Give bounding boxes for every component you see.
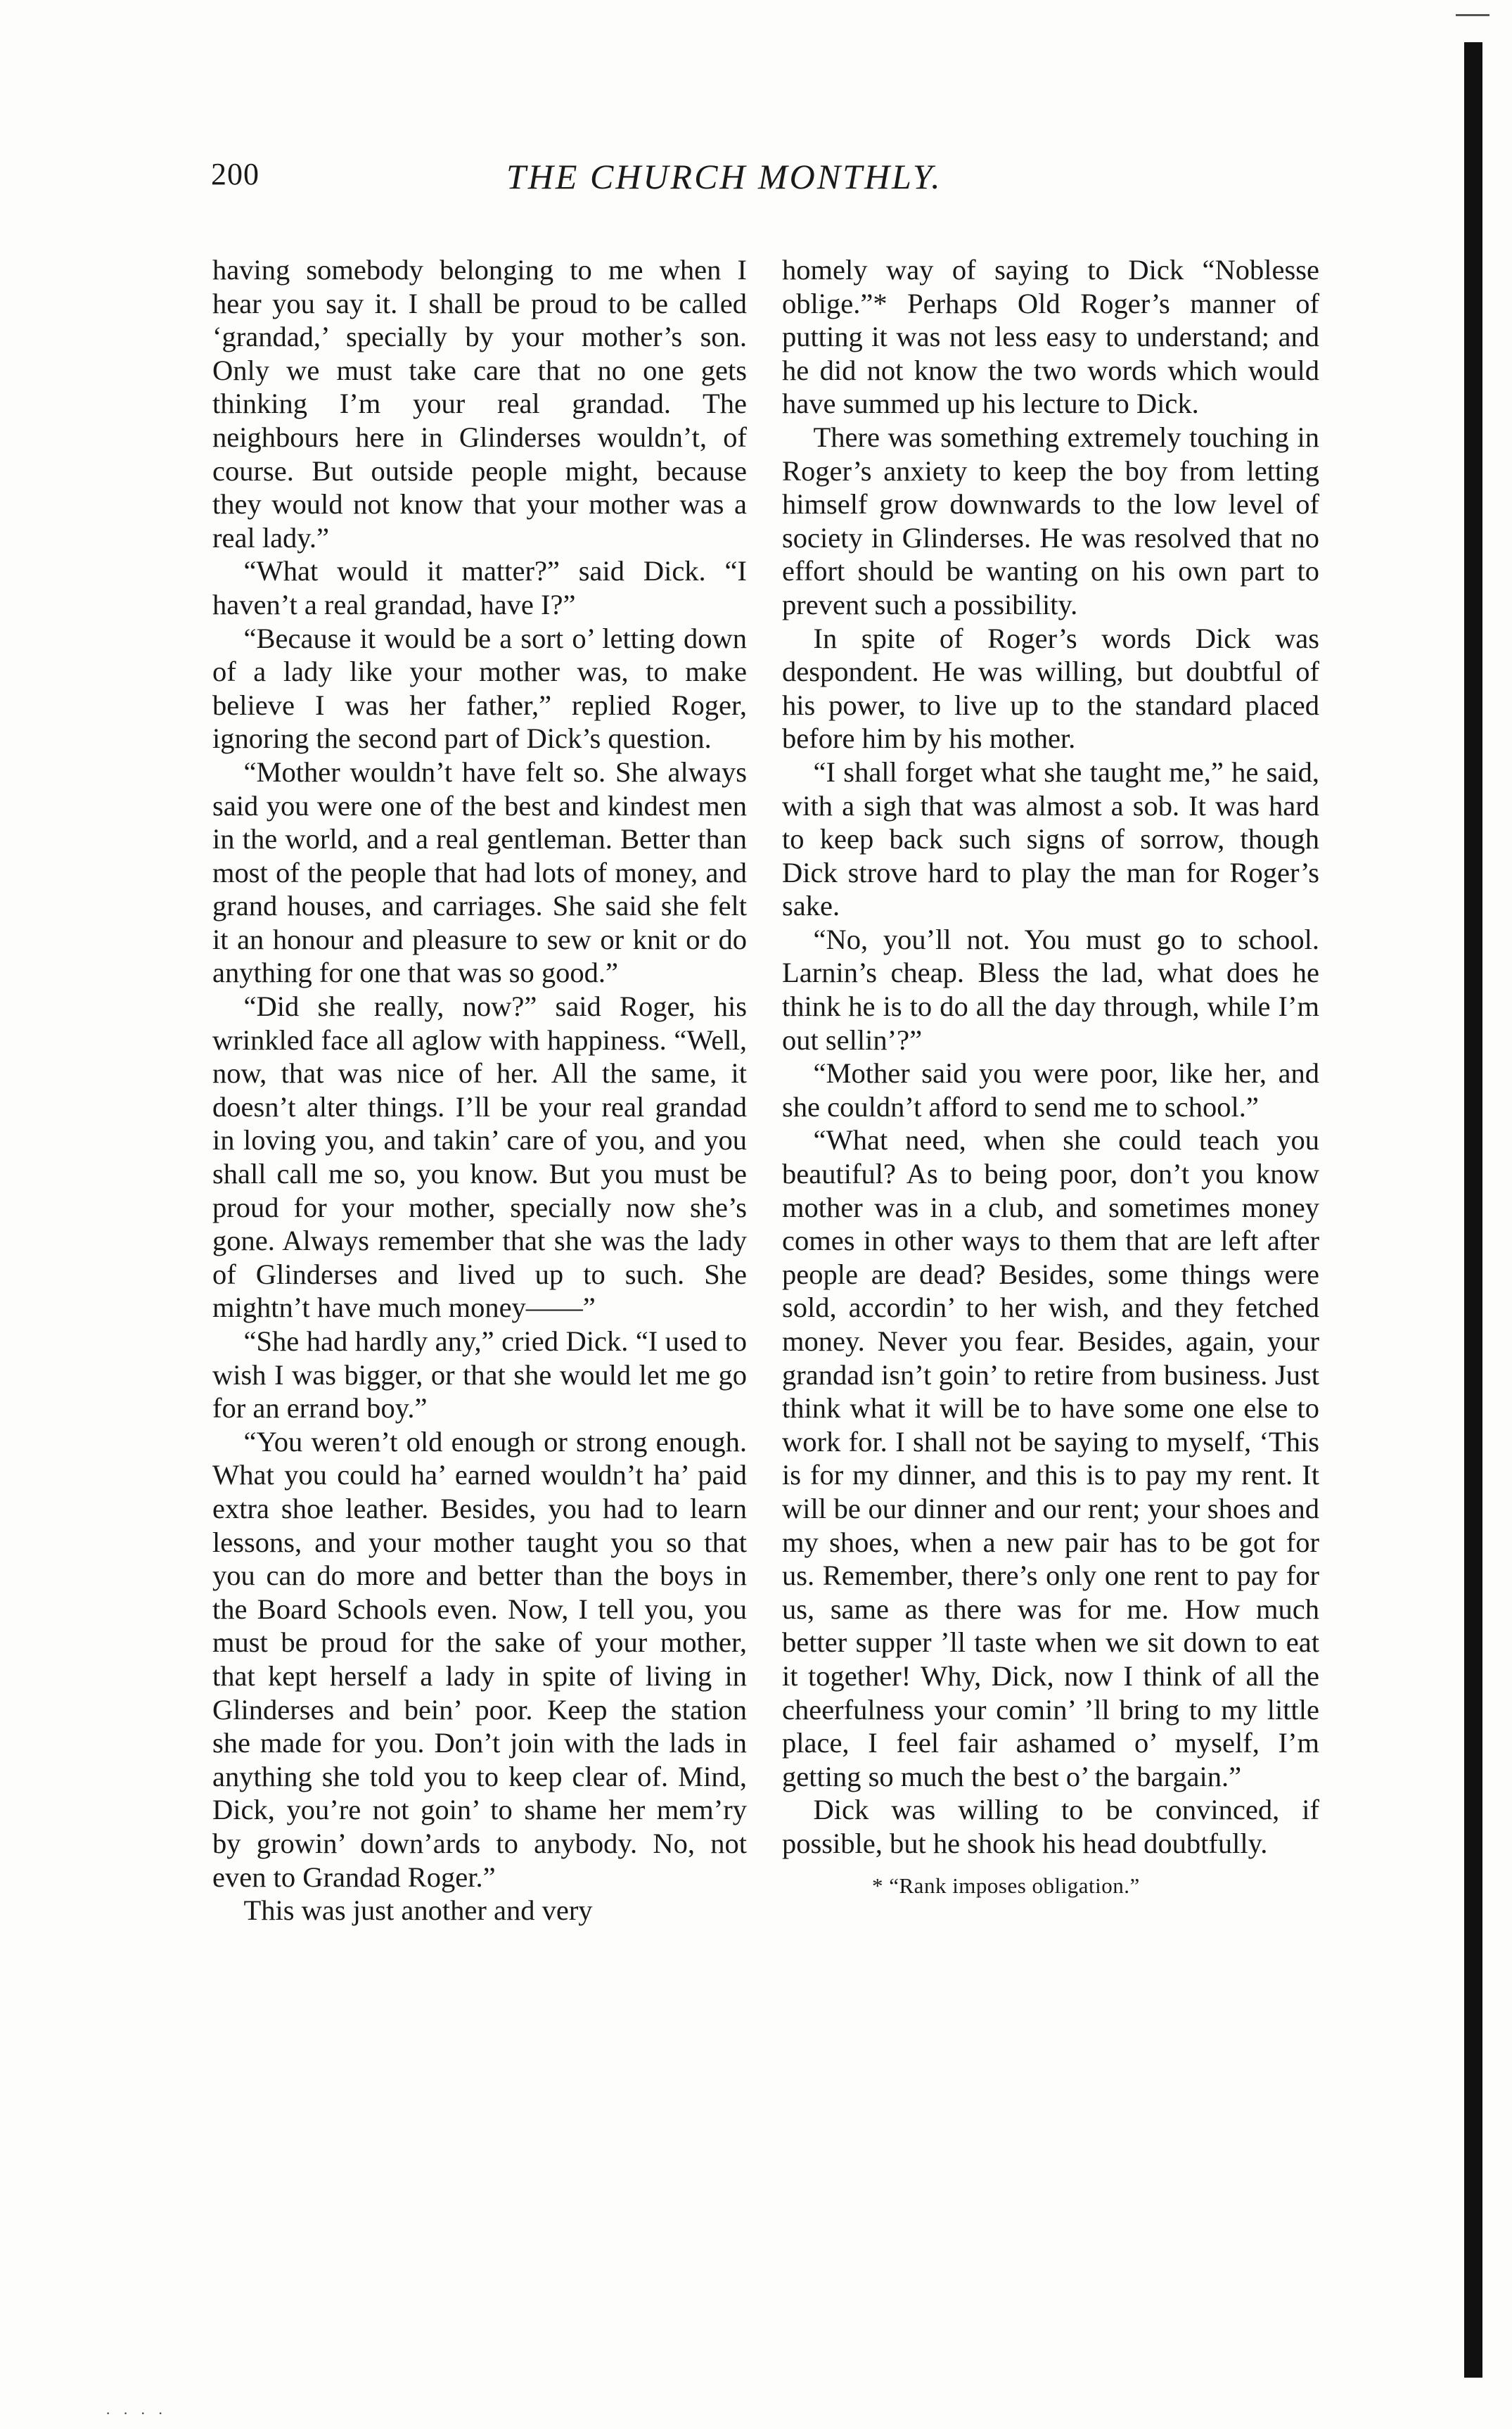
binding-edge-bar: [1464, 42, 1482, 2378]
paragraph: “What need, when she could teach you beautiful? As to being poor, don’t you know mother was in a club, and sometimes money comes in other ways to them that are left after people are dead? Besides, some things were sold, accordin’ to her wish, and they fetched money. Never you fear. Besides, again, your grandad isn’t goin’ to retire from business. Just think what it will be to have some one else to work for. I shall not be saying to myself, ‘This is for my dinner, and this is to pay my rent. It will be our dinner and our rent; your shoes and my shoes, when a new pair has to be got for us. Remember, there’s only one rent to pay for us, same as there was for me. How much better supper ’ll taste when we sit down to eat it together! Why, Dick, now I think of all the cheerfulness your comin’ ’ll bring to my little place, I feel fair ashamed o’ myself, I’m getting so much the best o’ the bargain.”: [782, 1124, 1319, 1792]
paragraph: In spite of Roger’s words Dick was despondent. He was willing, but doubtful of his power, to live up to the standard placed before him by his mother.: [782, 622, 1319, 755]
footnote: * “Rank imposes obligation.”: [872, 1873, 1140, 1898]
paragraph: “No, you’ll not. You must go to school. Larnin’s cheap. Bless the lad, what does he think he is to do all the day through, while I’m out sellin’?”: [782, 923, 1319, 1056]
page-number: 200: [211, 157, 260, 191]
paragraph: “Mother said you were poor, like her, and she couldn’t afford to send me to school.”: [782, 1057, 1319, 1123]
page-edge-mark: [1456, 14, 1489, 16]
paragraph: There was something extremely touching in Roger’s anxiety to keep the boy from letting himself grow downwards to the low level of society in Glinderses. He was resolved that no effort should be wanting on his own part to prevent such a possibility.: [782, 421, 1319, 620]
paragraph: “You weren’t old enough or strong enough. What you could ha’ earned wouldn’t ha’ paid extra shoe leather. Besides, you had to learn lessons, and your mother taught you so that you can do more and better than the boys in the Board Schools even. Now, I tell you, you must be proud for the sake of your mother, that kept herself a lady in spite of living in Glinderses and bein’ poor. Keep the station she made for you. Don’t join with the lads in anything she told you to keep clear of. Mind, Dick, you’re not goin’ to shame her mem’ry by growin’ down’ards to anybody. No, not even to Grandad Roger.”: [212, 1425, 747, 1893]
paragraph: This was just another and very: [243, 1894, 593, 1927]
scan-specks: · · · ·: [105, 2404, 167, 2422]
paragraph: “Because it would be a sort o’ letting down of a lady like your mother was, to make believe I was her father,” replied Roger, ignoring the second part of Dick’s question.: [212, 622, 747, 755]
paragraph: homely way of saying to Dick “Noblesse oblige.”* Perhaps Old Roger’s manner of putting it was not less easy to understand; and he did not know the two words which would have summed up his lecture to Dick.: [782, 254, 1319, 420]
right-column: [782, 253, 1319, 1900]
running-title: THE CHURCH MONTHLY.: [506, 157, 942, 196]
paragraph: “Mother wouldn’t have felt so. She always said you were one of the best and kindest men in the world, and a real gentleman. Better than most of the people that had lots of money, and grand houses, and carriages. She said she felt it an honour and pleasure to sew or knit or do anything for one that was so good.”: [212, 756, 747, 989]
paragraph: having somebody belonging to me when I hear you say it. I shall be proud to be called ‘grandad,’ specially by your mother’s son. Only we must take care that no one gets thinking I’m your real grandad. The neighbours here in Glinderses wouldn’t, of course. But outside people might, because they would not know that your mother was a real lady.”: [212, 254, 747, 554]
paragraph: Dick was willing to be convinced, if possible, but he shook his head doubtfully.: [782, 1794, 1319, 1859]
left-column: [212, 253, 747, 1927]
paragraph: “Did she really, now?” said Roger, his wrinkled face all aglow with happiness. “Well, now, that was nice of her. All the same, it doesn’t alter things. I’ll be your real grandad in loving you, and takin’ care of you, and you shall call me so, you know. But you must be proud for your mother, specially now she’s gone. Always remember that she was the lady of Glinderses and lived up to such. She mightn’t have much money——”: [212, 990, 747, 1324]
page-header: [211, 156, 1442, 212]
paragraph: “I shall forget what she taught me,” he said, with a sigh that was almost a sob. It was hard to keep back such signs of sorrow, though Dick strove hard to play the man for Roger’s sake.: [782, 756, 1319, 922]
paragraph: “She had hardly any,” cried Dick. “I used to wish I was bigger, or that she would let me go for an errand boy.”: [212, 1325, 747, 1424]
paragraph: “What would it matter?” said Dick. “I haven’t a real grandad, have I?”: [212, 555, 747, 620]
